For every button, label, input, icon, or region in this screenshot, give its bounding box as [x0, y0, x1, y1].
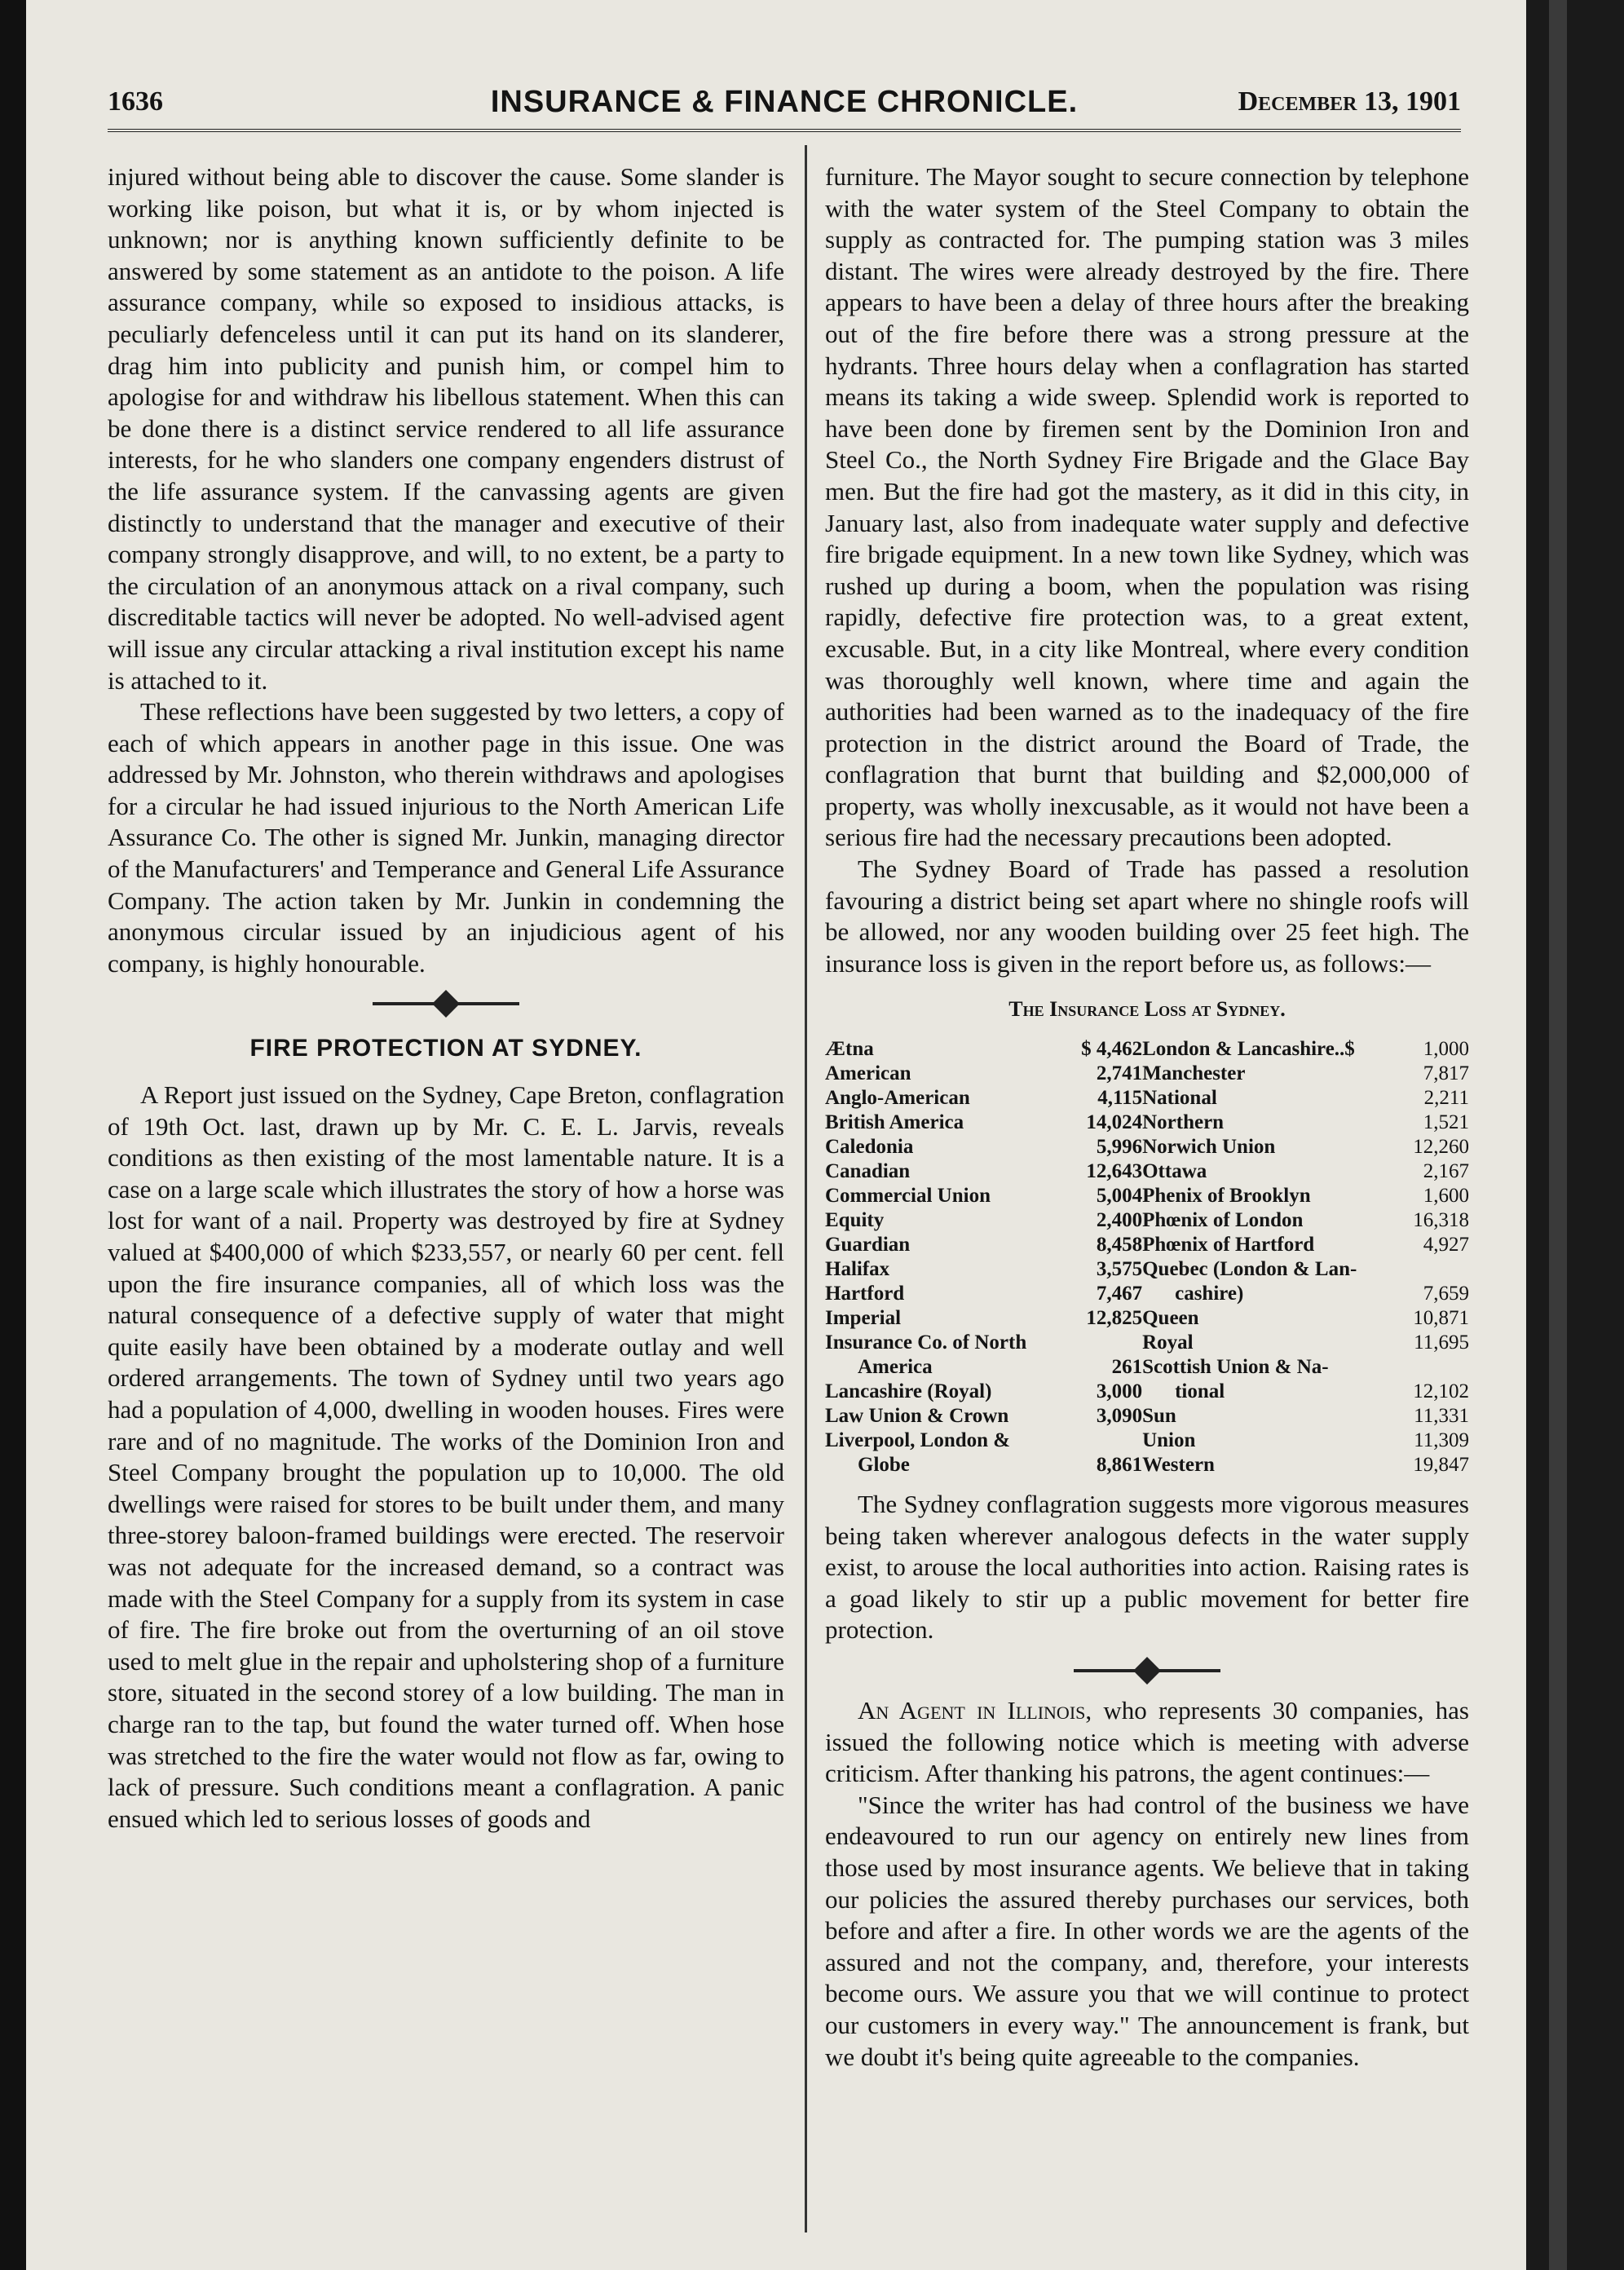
insurer-name: Law Union & Crown — [825, 1405, 1009, 1428]
table-row — [825, 1380, 1469, 1404]
agent-paragraph — [825, 1695, 1469, 1790]
section-ornament — [108, 979, 784, 1028]
loss-value: 1,000 — [1423, 1038, 1469, 1061]
loss-value: 1,521 — [1423, 1111, 1469, 1134]
loss-value: 10,871 — [1413, 1307, 1469, 1330]
scan-edge — [1526, 0, 1624, 2270]
insurer-name: Guardian — [825, 1234, 911, 1256]
insurer-name: Phœnix of Hartford — [1142, 1234, 1315, 1256]
table-row — [825, 1159, 1469, 1184]
insurer-name: tional — [1175, 1380, 1225, 1403]
insurer-name: America — [858, 1356, 933, 1379]
table-row — [825, 1282, 1469, 1306]
insurer-name: Western — [1142, 1454, 1215, 1477]
insurer-name: London & Lancashire..$ — [1142, 1038, 1355, 1061]
insurer-name: Anglo-American — [825, 1087, 970, 1110]
table-row — [825, 1062, 1469, 1086]
article-paragraph: A Report just issued on the Sydney, Cape Breton, conflagration of 19th Oct. last, drawn up by Mr. C. E. L. Jarvis, reveals conditions as then existing of the most lamentable nature. It is a case on a large scale which illustrates the story of how a horse was lost for want of a nail. Property was destroyed by fire at Sydney valued at $400,000 of which $233,557, or nearly 60 per cent. fell upon the fire insurance companies, all of which loss was the natural consequence of a defective supply of water that might quite easily have been obtained by a moderate outlay and well ordered arrangements. The town of Sydney until two years ago had a population of 4,000, dwelling in wooden houses. Fires were rare and of no magnitude. The works of the Dominion Iron and Steel Company brought the population up to 10,000. The old dwellings were raised for stores to be built under them, and many three-storey baloon-framed buildings were erected. The reservoir was not adequate for the increased demand, so a contract was made with the Steel Company for a supply from its system in case of fire. The fire broke out from the overturning of an oil stove used to melt glue in the repair and upholstering shop of a furniture store, situated in the second storey of a low building. The man in charge ran to the tap, but found the water turned off. When hose was stretched to the fire the water would not flow as far, owing to lack of pressure. Such conditions meant a conflagration. A panic ensued which led to serious losses of goods and — [108, 1080, 784, 1833]
article-paragraph: The Sydney conflagration suggests more vigorous measures being taken wherever analogous defects in the water supply exist, to arouse the local authorities into action. Raising rates is a goad likely to stir up a public movement for better fire protection. — [825, 1490, 1469, 1645]
agent-text: who represents 30 companies, has issued the following notice which is meeting with adverse criticism. After thanking his patrons, the agent continues:— — [825, 1696, 1469, 1788]
table-row — [825, 1184, 1469, 1208]
loss-value: 11,695 — [1414, 1332, 1469, 1354]
loss-value: 12,102 — [1413, 1380, 1469, 1403]
table-row — [825, 1086, 1469, 1111]
loss-value: 1,600 — [1423, 1185, 1469, 1208]
table-row — [825, 1208, 1469, 1233]
loss-value: 7,467 — [1096, 1283, 1143, 1305]
insurer-name: Hartford — [825, 1283, 905, 1305]
insurer-name: Queen — [1142, 1307, 1199, 1330]
loss-value: 5,996 — [1096, 1136, 1143, 1159]
column-divider — [805, 145, 807, 2232]
loss-value: 11,331 — [1414, 1405, 1469, 1428]
loss-value: 16,318 — [1413, 1209, 1469, 1232]
insurer-name: Imperial — [825, 1307, 902, 1330]
page-header — [108, 83, 1461, 124]
journal-title: INSURANCE & FINANCE CHRONICLE. — [490, 85, 1079, 119]
agent-quote: "Since the writer has had control of the business we have endeavoured to run our agency on entirely new lines from those used by most insurance agents. We believe that in taking our policies the assured thereby purchases our services, both before and after a fire. In other words we are the agents of the assured and not the company, and, therefore, your interests become ours. We assure you that we will continue to protect our customers in every way." The announcement is frank, but we doubt it's being quite agreeable to the companies. — [825, 1790, 1469, 2071]
loss-value — [1069, 1331, 1143, 1355]
insurer-name: Canadian — [825, 1160, 911, 1183]
table-row — [825, 1453, 1469, 1477]
loss-value: 261 — [1111, 1356, 1143, 1379]
insurer-name: Northern — [1142, 1111, 1225, 1134]
loss-value: 3,000 — [1096, 1380, 1143, 1403]
insurer-name: Ætna — [825, 1038, 874, 1061]
insurer-name: Commercial Union — [825, 1185, 991, 1208]
table-row — [825, 1331, 1469, 1355]
insurer-name: Manchester — [1142, 1062, 1246, 1085]
loss-value: 2,400 — [1096, 1209, 1143, 1232]
insurer-name: Quebec (London & Lan- — [1142, 1258, 1357, 1281]
table-row — [825, 1355, 1469, 1380]
loss-value — [1401, 1257, 1469, 1282]
insurer-name: Globe — [858, 1454, 910, 1477]
loss-value: 8,861 — [1096, 1454, 1143, 1477]
table-row — [825, 1404, 1469, 1429]
loss-value: 3,575 — [1096, 1258, 1143, 1281]
loss-value: 2,167 — [1423, 1160, 1469, 1183]
table-row — [825, 1135, 1469, 1159]
loss-value: 11,309 — [1414, 1429, 1469, 1452]
section-ornament — [825, 1646, 1469, 1695]
loss-value: 5,004 — [1096, 1185, 1143, 1208]
insurer-name: British America — [825, 1111, 964, 1134]
article-paragraph: These reflections have been suggested by two letters, a copy of each of which appears in another page in this issue. One was addressed by Mr. Johnston, who therein withdraws and apologises for a circular he had issued injurious to the North American Life Assurance Co. The other is signed Mr. Junkin, managing director of the Manufacturers' and Temperance and General Life Assurance Company. The action taken by Mr. Junkin in condemning the anonymous circular issued by an injudicious agent of his company, is highly honourable. — [108, 697, 784, 978]
loss-value: 7,817 — [1423, 1062, 1469, 1085]
insurer-name: Insurance Co. of North — [825, 1332, 1027, 1354]
insurer-name: Phœnix of London — [1142, 1209, 1304, 1232]
left-column — [108, 161, 784, 1835]
insurer-name: Lancashire (Royal) — [825, 1380, 992, 1403]
insurer-name: cashire) — [1175, 1283, 1244, 1305]
header-rule — [108, 129, 1461, 132]
loss-value: $ 4,462 — [1081, 1038, 1143, 1061]
page-number: 1636 — [108, 86, 163, 117]
insurer-name: Norwich Union — [1142, 1136, 1276, 1159]
article-paragraph: The Sydney Board of Trade has passed a resolution favouring a district being set apart where no shingle roofs will be allowed, nor any wooden building over 25 feet high. The insurance loss is given in the report before us, as follows:— — [825, 855, 1469, 978]
loss-value: 19,847 — [1413, 1454, 1469, 1477]
right-column — [825, 161, 1469, 2073]
table-row — [825, 1257, 1469, 1282]
agent-lead: An Agent in Illinois, — [858, 1696, 1092, 1725]
loss-value: 7,659 — [1423, 1283, 1469, 1305]
loss-value: 12,260 — [1413, 1136, 1469, 1159]
insurer-name: Sun — [1142, 1405, 1176, 1428]
loss-value: 2,741 — [1096, 1062, 1143, 1085]
table-row — [825, 1037, 1469, 1062]
loss-value: 4,927 — [1423, 1234, 1469, 1256]
loss-value: 2,211 — [1423, 1087, 1469, 1110]
table-row — [825, 1306, 1469, 1331]
newspaper-page — [26, 0, 1526, 2270]
table-row — [825, 1233, 1469, 1257]
insurer-name: Halifax — [825, 1258, 890, 1281]
issue-date: December 13, 1901 — [1238, 86, 1461, 117]
insurer-name: Royal — [1142, 1332, 1194, 1354]
loss-value: 12,825 — [1086, 1307, 1143, 1330]
loss-value — [1069, 1429, 1143, 1453]
insurer-name: Scottish Union & Na- — [1142, 1356, 1329, 1379]
article-paragraph: furniture. The Mayor sought to secure connection by telephone with the water system of the Steel Company to obtain the supply as contracted for. The pumping station was 3 miles distant. The wires were already destroyed by the fire. There appears to have been a delay of three hours after the breaking out of the fire before there was a strong pressure at the hydrants. Three hours delay when a conflagration has started means its taking a wide sweep. Splendid work is reported to have been done by firemen sent by the Dominion Iron and Steel Co., the North Sydney Fire Brigade and the Glace Bay men. But the fire had got the mastery, as it did in this city, in January last, also from inadequate water supply and defective fire brigade equipment. In a new town like Sydney, which was rushed up during a boom, when the population was rising rapidly, defective fire protection was, to a great extent, excusable. But, in a city like Montreal, where every condition was thoroughly well known, where time and again the authorities had been warned as to the inadequacy of the fire protection in the district around the Board of Trade, the conflagration that burnt that building and $2,000,000 of property, was wholly inexcusable, as it would not have been a serious fire had the necessary precautions been adopted. — [825, 162, 1469, 852]
loss-value: 3,090 — [1096, 1405, 1143, 1428]
insurer-name: Liverpool, London & — [825, 1429, 1011, 1452]
insurance-loss-table — [825, 1037, 1469, 1477]
insurer-name: Phenix of Brooklyn — [1142, 1185, 1311, 1208]
loss-value: 12,643 — [1086, 1160, 1143, 1183]
loss-value: 8,458 — [1096, 1234, 1143, 1256]
article-paragraph: injured without being able to discover the cause. Some slander is working like poison, but what it is, or by whom injected is unknown; nor is anything known sufficiently definite to be answered by some statement as an antidote to the poison. A life assurance company, while so exposed to insidious attacks, is peculiarly defenceless until it can put its hand on its slanderer, drag him into publicity and punish him, or compel him to apologise for and withdraw his libellous statement. When this can be done there is a distinct service rendered to all life assurance interests, for he who slanders one company engenders distrust of the life assurance system. If the canvassing agents are given distinctly to understand that the manager and executive of their company strongly disapprove, and will, to no extent, be a party to the circulation of an anonymous attack on a rival company, such discreditable tactics will never be adopted. No well-advised agent will issue any circular attacking a rival institution except his name is attached to it. — [108, 162, 784, 695]
table-title: The Insurance Loss at Sydney. — [1008, 997, 1286, 1022]
loss-value: 4,115 — [1097, 1087, 1143, 1110]
section-title: FIRE PROTECTION AT SYDNEY. — [249, 1035, 642, 1062]
insurer-name: Equity — [825, 1209, 885, 1232]
insurer-name: American — [825, 1062, 911, 1085]
insurer-name: Union — [1142, 1429, 1196, 1452]
loss-value: 14,024 — [1086, 1111, 1143, 1134]
table-row — [825, 1111, 1469, 1135]
insurer-name: National — [1142, 1087, 1217, 1110]
insurer-name: Caledonia — [825, 1136, 914, 1159]
table-row — [825, 1429, 1469, 1453]
insurer-name: Ottawa — [1142, 1160, 1207, 1183]
loss-value — [1401, 1355, 1469, 1380]
